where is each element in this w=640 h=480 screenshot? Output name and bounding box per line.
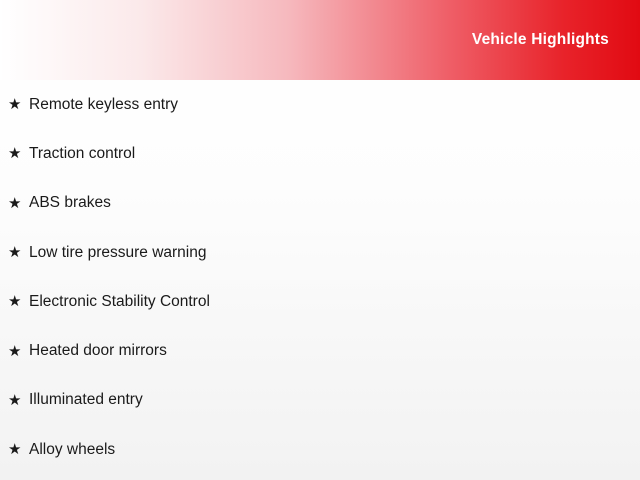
list-item	[0, 129, 640, 178]
list-item-label: Traction control	[29, 144, 136, 162]
list-item-label: Alloy wheels	[29, 440, 116, 458]
list-item-label: Heated door mirrors	[29, 342, 167, 360]
star-icon: ★	[8, 441, 22, 459]
star-icon: ★	[8, 293, 22, 311]
list-item-label: Illuminated entry	[29, 391, 143, 409]
list-item-label: Low tire pressure warning	[29, 243, 207, 261]
list-item	[0, 80, 640, 129]
list-item-label: ABS brakes	[29, 194, 111, 212]
list-item	[0, 179, 640, 228]
list-item-label: Electronic Stability Control	[29, 292, 210, 310]
list-item	[0, 228, 640, 277]
star-icon: ★	[8, 194, 22, 212]
highlights-list	[0, 80, 640, 474]
star-icon: ★	[8, 244, 22, 262]
list-item	[0, 326, 640, 375]
list-item	[0, 376, 640, 425]
list-item-label: Remote keyless entry	[29, 95, 179, 113]
list-item	[0, 277, 640, 326]
list-item	[0, 425, 640, 474]
page-header	[0, 0, 640, 80]
star-icon: ★	[8, 96, 22, 114]
star-icon: ★	[8, 145, 22, 163]
star-icon: ★	[8, 391, 22, 409]
page-title: Vehicle Highlights	[471, 31, 609, 48]
star-icon: ★	[8, 342, 22, 360]
